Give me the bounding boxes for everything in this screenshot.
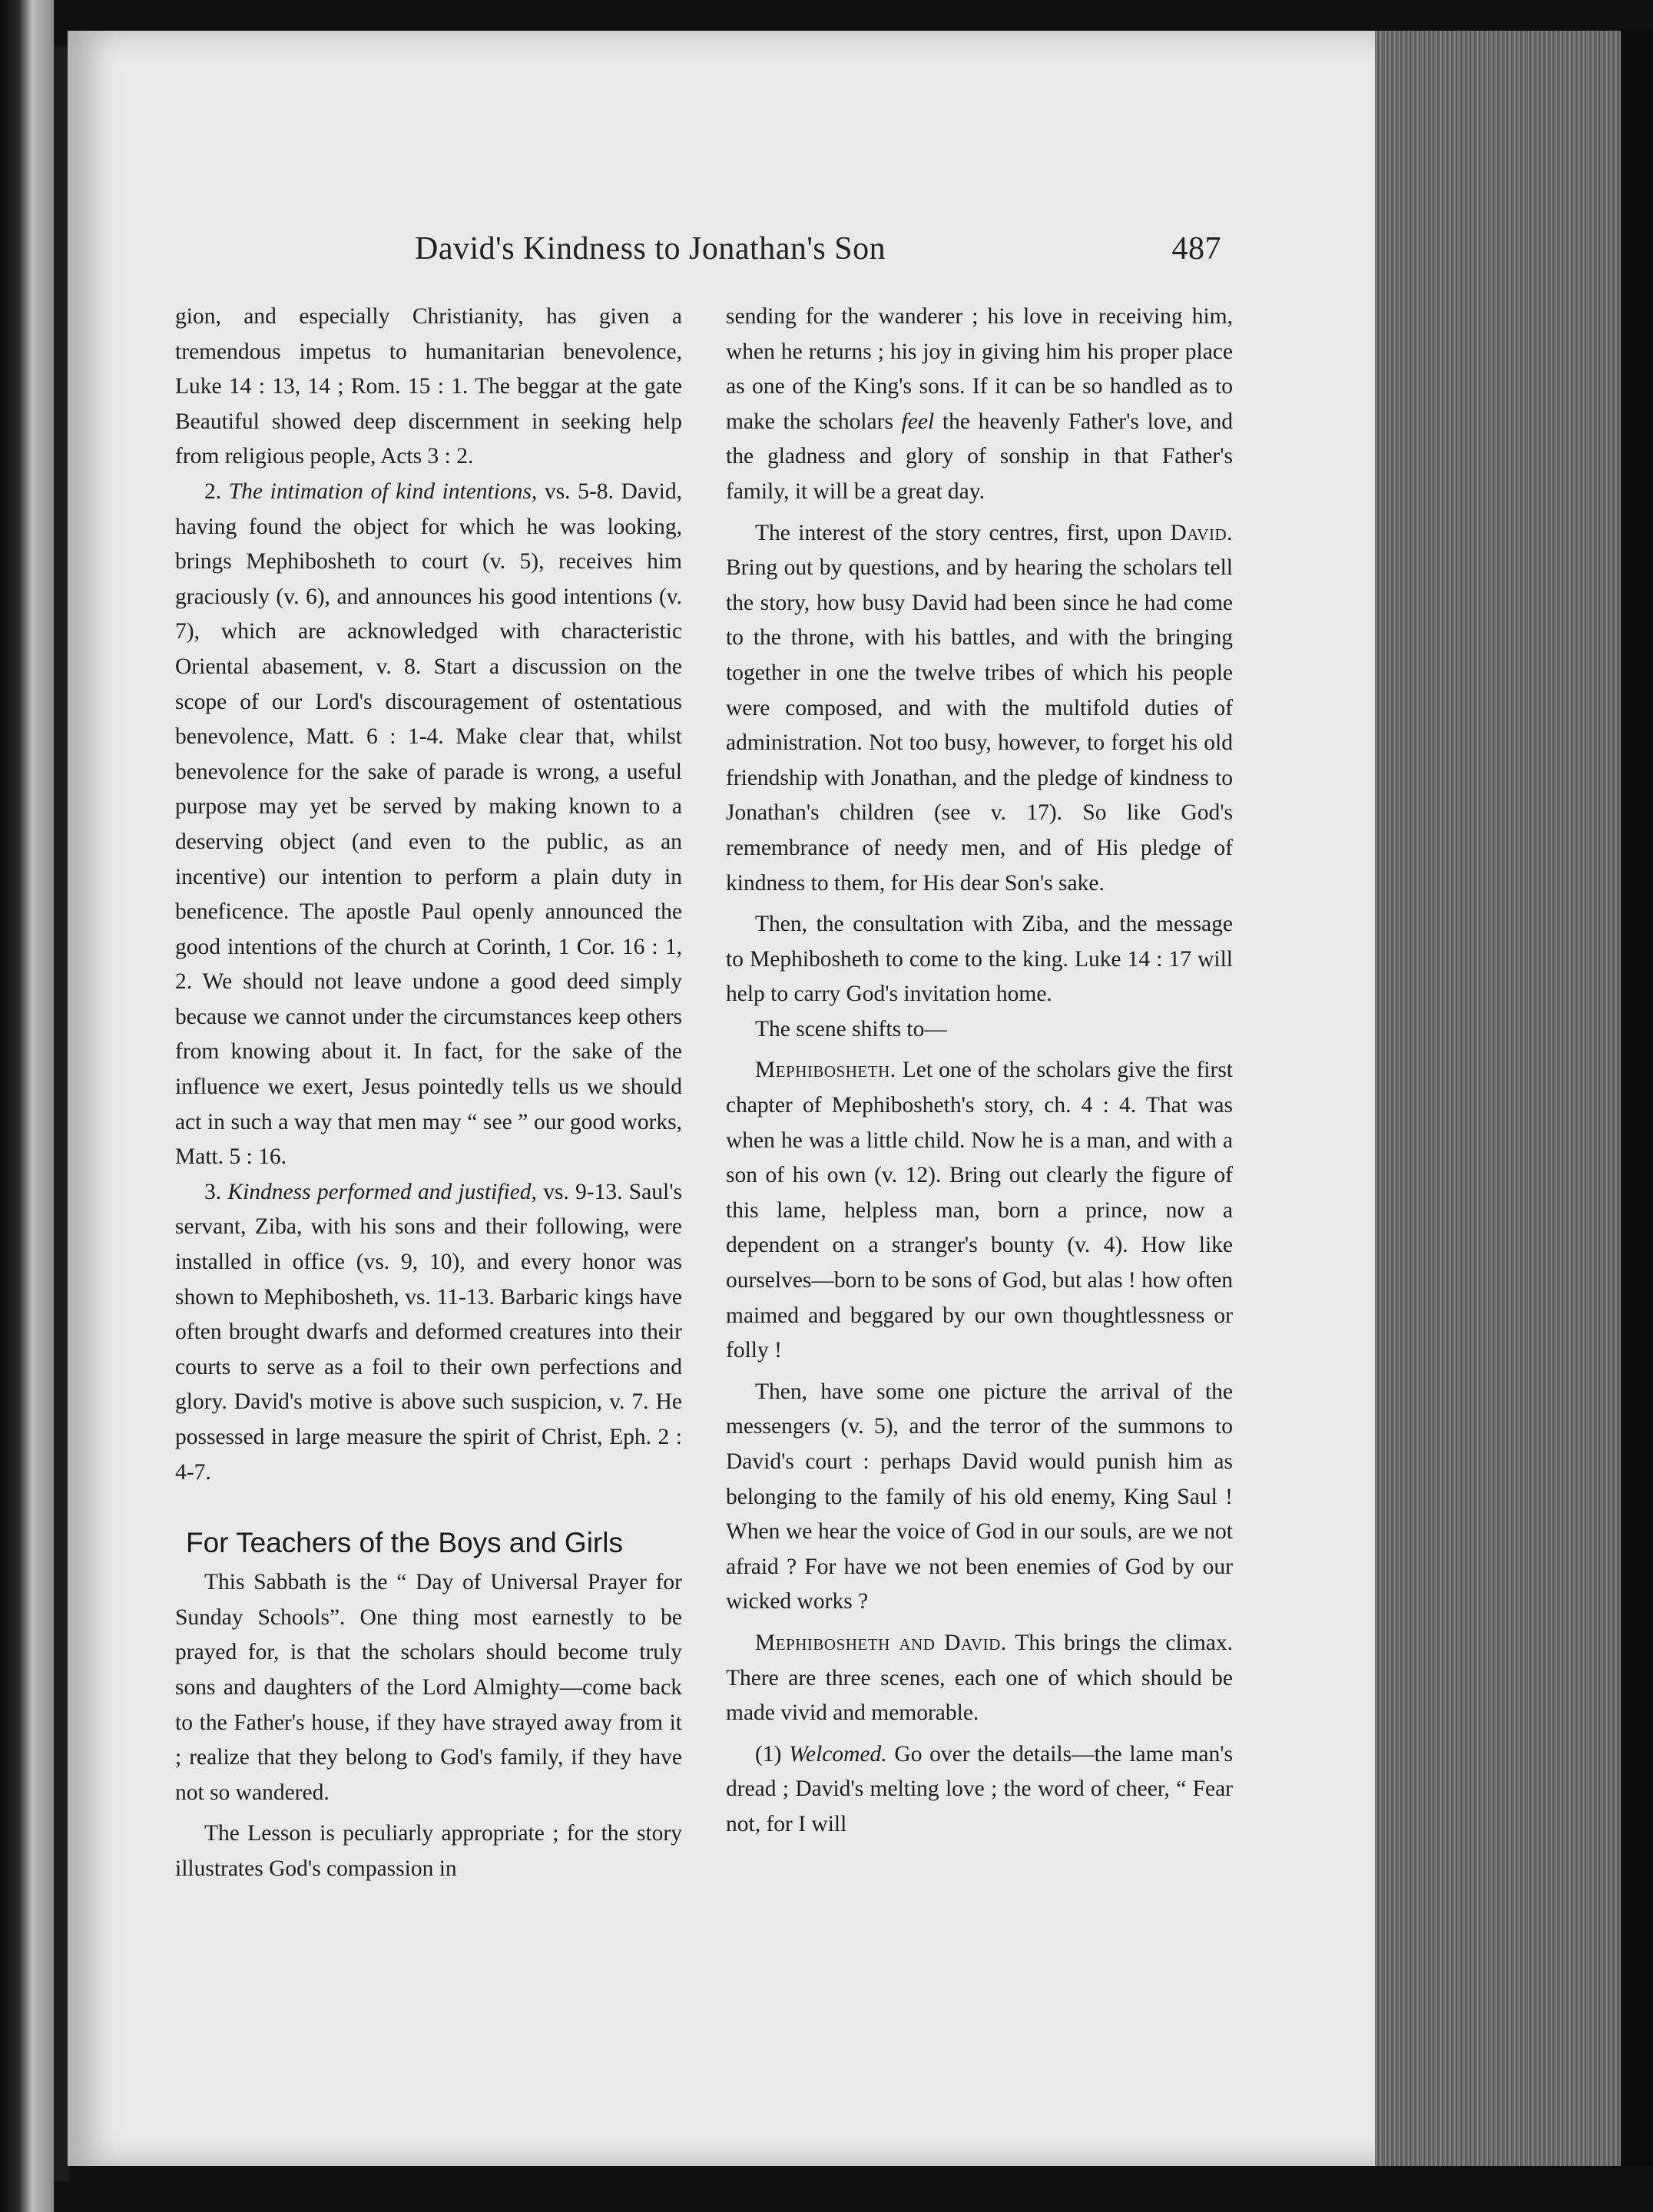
paragraph: sending for the wanderer ; his love in receiving him, when he returns ; his joy in giving him his proper place as one of the King's sons. If it can be so handled as to make the scholars feel the heavenly Father's love, and the gladness and glory of sonship in that Father's family, it will be a great day. (726, 304, 1233, 504)
page-number: 487 (1171, 231, 1221, 267)
paragraph: This Sabbath is the “ Day of Universal Prayer for Sunday Schools”. One thing most earnestly to be prayed for, is that the scholars should become truly sons and daughters of the Lord Almighty—come back to the Father's house, if they have strayed away from it ; realize that they belong to God's family, if they have not so wandered. (175, 1570, 682, 1805)
paragraph: 3. Kindness performed and justified, vs. 9-13. Saul's servant, Ziba, with his sons and their following, were installed in office (vs. 9, 10), and every honor was shown to Mephibosheth, vs. 11-13. Barbaric kings have often brought dwarfs and deformed creatures into their courts to serve as a foil to their own perfections and glory. David's motive is above such suspicion, v. 7. He possessed in large measure the spirit of Christ, Eph. 2 : 4-7. (175, 1179, 683, 1485)
right-column (726, 300, 1233, 1843)
page-title: David's Kindness to Jonathan's Son (415, 231, 886, 267)
paragraph: Mephibosheth and David. This brings the climax. There are three scenes, each one of which should be made vivid and memorable. (726, 1630, 1233, 1726)
page-edges (1375, 31, 1621, 2166)
section-heading-italic: The intimation of kind intentions, (228, 478, 538, 504)
paragraph: gion, and especially Christianity, has given a tremendous impetus to humanitarian benevolence, Luke 14 : 13, 14 ; Rom. 15 : 1. The beggar at the gate Beautiful showed deep discernment in seeking help from religious people, Acts 3 : 2. (175, 304, 682, 469)
paragraph: (1) Welcomed. Go over the details—the lame man's dread ; David's melting love ; the word of cheer, “ Fear not, for I will (726, 1741, 1234, 1836)
paragraph: The interest of the story centres, first, upon David. Bring out by questions, and by hearing the scholars tell the story, how busy David had been since he had come to the throne, with his battles, and with the bringing together in one the twelve tribes of which his people were composed, and with the multifold duties of administration. Not too busy, however, to forget his old friendship with Jonathan, and the pledge of kindness to Jonathan's children (see v. 17). So like God's remembrance of needy men, and of His pledge of kindness to them, for His dear Son's sake. (726, 520, 1234, 896)
left-column (175, 300, 682, 1887)
paragraph: Then, have some one picture the arrival of the messengers (v. 5), and the terror of the summons to David's court : perhaps David would punish him as belonging to the family of his old enemy, King Saul ! When we hear the voice of God in our souls, are we not afraid ? For have we not been enemies of God by our wicked works ? (726, 1379, 1233, 1614)
emphasis: feel (901, 409, 935, 434)
section-heading: For Teachers of the Boys and Girls (186, 1527, 623, 1559)
paragraph: Mephibosheth. Let one of the scholars give the first chapter of Mephibosheth's story, ch. 4 : 4. That was when he was a little child. Now he is a man, and with a son of his own (v. 12). Bring out clearly the figure of this lame, helpless man, born a prince, now a dependent on a stranger's bounty (v. 4). How like ourselves—born to be sons of God, but alas ! how often maimed and beggared by our own thoughtlessness or folly ! (726, 1058, 1233, 1363)
section-heading-italic: Kindness performed and justified, (227, 1179, 537, 1204)
small-caps-name: David. (1170, 520, 1234, 545)
book-gutter (54, 46, 69, 2181)
paragraph: The Lesson is peculiarly appropriate ; for the story illustrates God's compassion in (175, 1821, 682, 1881)
emphasis: Welcomed. (789, 1741, 887, 1767)
paragraph: The scene shifts to— (755, 1016, 947, 1041)
paragraph: 2. The intimation of kind intentions, vs. 5-8. David, having found the object for which he was looking, brings Mephibosheth to court (v. 5), receives him graciously (v. 6), and announces his good intentions (v. 7), which are acknowledged with characteristic Oriental abasement, v. 8. Start a discussion on the scope of our Lord's discouragement of ostentatious benevolence, Matt. 6 : 1-4. Make clear that, whilst benevolence for the sake of parade is wrong, a useful purpose may yet be served by making known to a deserving object (and even to the public, as an incentive) our intention to perform a plain duty in beneficence. The apostle Paul openly announced the good intentions of the church at Corinth, 1 Cor. 16 : 1, 2. We should not leave undone a good deed simply because we cannot under the circumstances keep others from knowing about it. In fact, for the sake of the influence we exert, Jesus pointedly tells us we should act in such a way that men may “ see ” our good works, Matt. 5 : 16. (175, 478, 682, 1170)
left-page-edge (0, 0, 54, 2212)
small-caps-name: Mephibosheth and David. (755, 1630, 1007, 1655)
paragraph: Then, the consultation with Ziba, and the message to Mephibosheth to come to the king. Luke 14 : 17 will help to carry God's invitation home. (726, 912, 1233, 1007)
small-caps-name: Mephibosheth. (755, 1058, 896, 1083)
book-edge-shadow (1621, 31, 1653, 2166)
